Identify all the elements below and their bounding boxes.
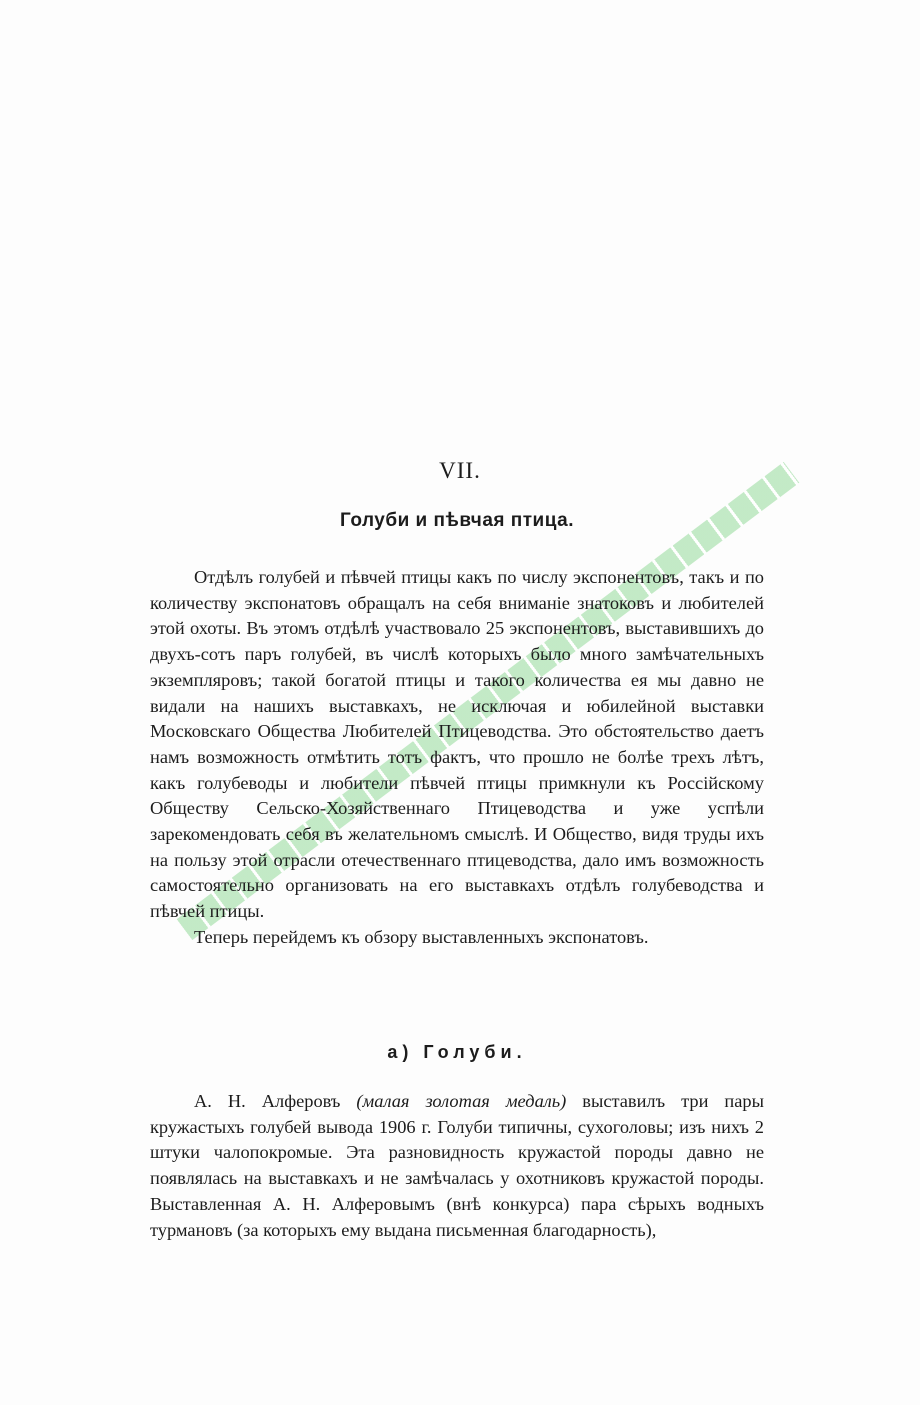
entry-text: [150, 1089, 764, 1243]
entry-paragraph: [150, 1089, 764, 1243]
intro-text: [150, 565, 764, 951]
chapter-number: VII.: [439, 458, 481, 483]
exhibitor-name: А. Н. Алферовъ: [194, 1091, 341, 1111]
intro-paragraph: Теперь перейдемъ къ обзору выставленныхъ экспонатовъ.: [194, 926, 649, 947]
chapter-title: Голуби и пѣвчая птица.: [340, 510, 574, 531]
section-title: а) Голуби.: [387, 1042, 527, 1062]
award-note: (малая золотая медаль): [356, 1091, 567, 1111]
entry-body: выставилъ три пары кружастыхъ голубей вывода 1906 г. Голуби типичны, сухоголовы; изъ нихъ 2 штуки чалопокромые. Эта разновидность кружастой породы давно не появлялась на выставкахъ и не замѣчалась у охотниковъ кружастой породы. Выставленная А. Н. Алферовымъ (внѣ конкурса) пара сѣрыхъ водныхъ турмановъ (за которыхъ ему выдана письменная благодарность),: [150, 1091, 764, 1240]
intro-paragraph: Отдѣлъ голубей и пѣвчей птицы какъ по числу экспонентовъ, такъ и по количеству экспонатовъ обращалъ на себя вниманіе знатоковъ и любителей этой охоты. Въ этомъ отдѣлѣ участвовало 25 экспонентовъ, выставившихъ до двухъ-сотъ паръ голубей, въ числѣ которыхъ было много замѣчательныхъ экземпляровъ; такой богатой птицы и такого количества ея мы давно не видали на нашихъ выставкахъ, не исключая и юбилейной выставки Московскаго Общества Любителей Птицеводства. Это обстоятельство даетъ намъ возможность отмѣтить тотъ фактъ, что прошло не болѣе трехъ лѣтъ, какъ голубеводы и любители пѣвчей птицы примкнули къ Россійскому Обществу Сельско-Хозяйственнаго Птицеводства и уже успѣли зарекомендовать себя въ желательномъ смыслѣ. И Общество, видя труды ихъ на пользу этой отрасли отечественнаго птицеводства, дало имъ возможность самостоятельно организовать на его выставкахъ отдѣлъ голубеводства и пѣвчей птицы.: [150, 567, 764, 922]
